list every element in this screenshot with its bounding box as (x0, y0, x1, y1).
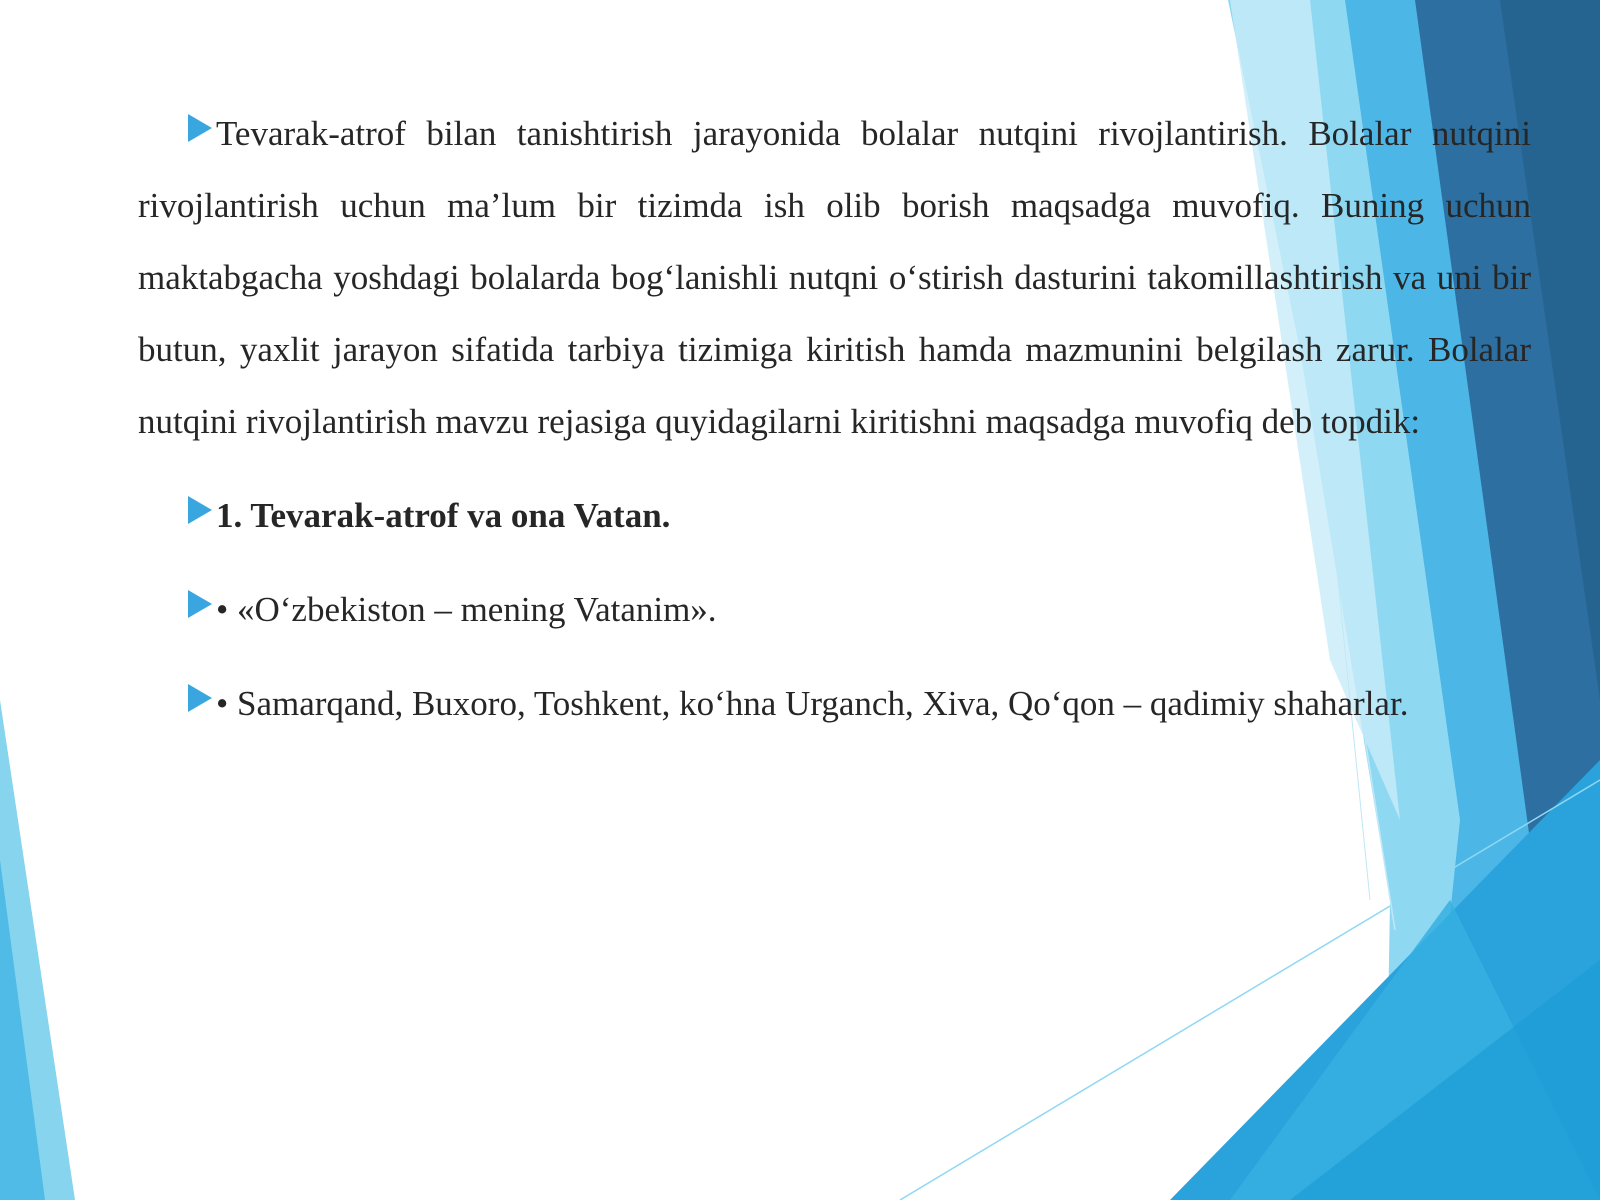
triangle-right-icon (188, 496, 212, 524)
triangle-right-icon (188, 684, 212, 712)
triangle-right-icon (188, 114, 212, 142)
intro-paragraph-text: Tevarak-atrof bilan tanishtirish jarayonida bolalar nutqini rivojlantirish. Bolalar nutqini rivojlantirish uchun ma’lum bir tizimda ish olib borish maqsadga muvofiq. Buning uchun maktabgacha yoshdagi bolalarda bog‘lanishli nutqni o‘stirish dasturini takomillashtirish va uni bir butun, yaxlit jarayon sifatida tarbiya tizimiga kiritish hamda mazmunini belgilash zarur. Bolalar nutqini rivojlantirish mavzu rejasiga quyidagilarni kiritishni maqsadga muvofiq deb topdik: (138, 114, 1531, 441)
list-item-text: • «O‘zbekiston – mening Vatanim». (216, 590, 717, 629)
list-item (138, 668, 1531, 740)
intro-paragraph (138, 98, 1531, 458)
list-item (138, 574, 1531, 646)
section-heading-text: 1. Tevarak-atrof va ona Vatan. (216, 496, 671, 535)
list-item-text: • Samarqand, Buxoro, Toshkent, ko‘hna Urganch, Xiva, Qo‘qon – qadimiy shaharlar. (216, 684, 1409, 723)
slide-content (138, 98, 1531, 740)
section-heading (138, 480, 1531, 552)
triangle-right-icon (188, 590, 212, 618)
